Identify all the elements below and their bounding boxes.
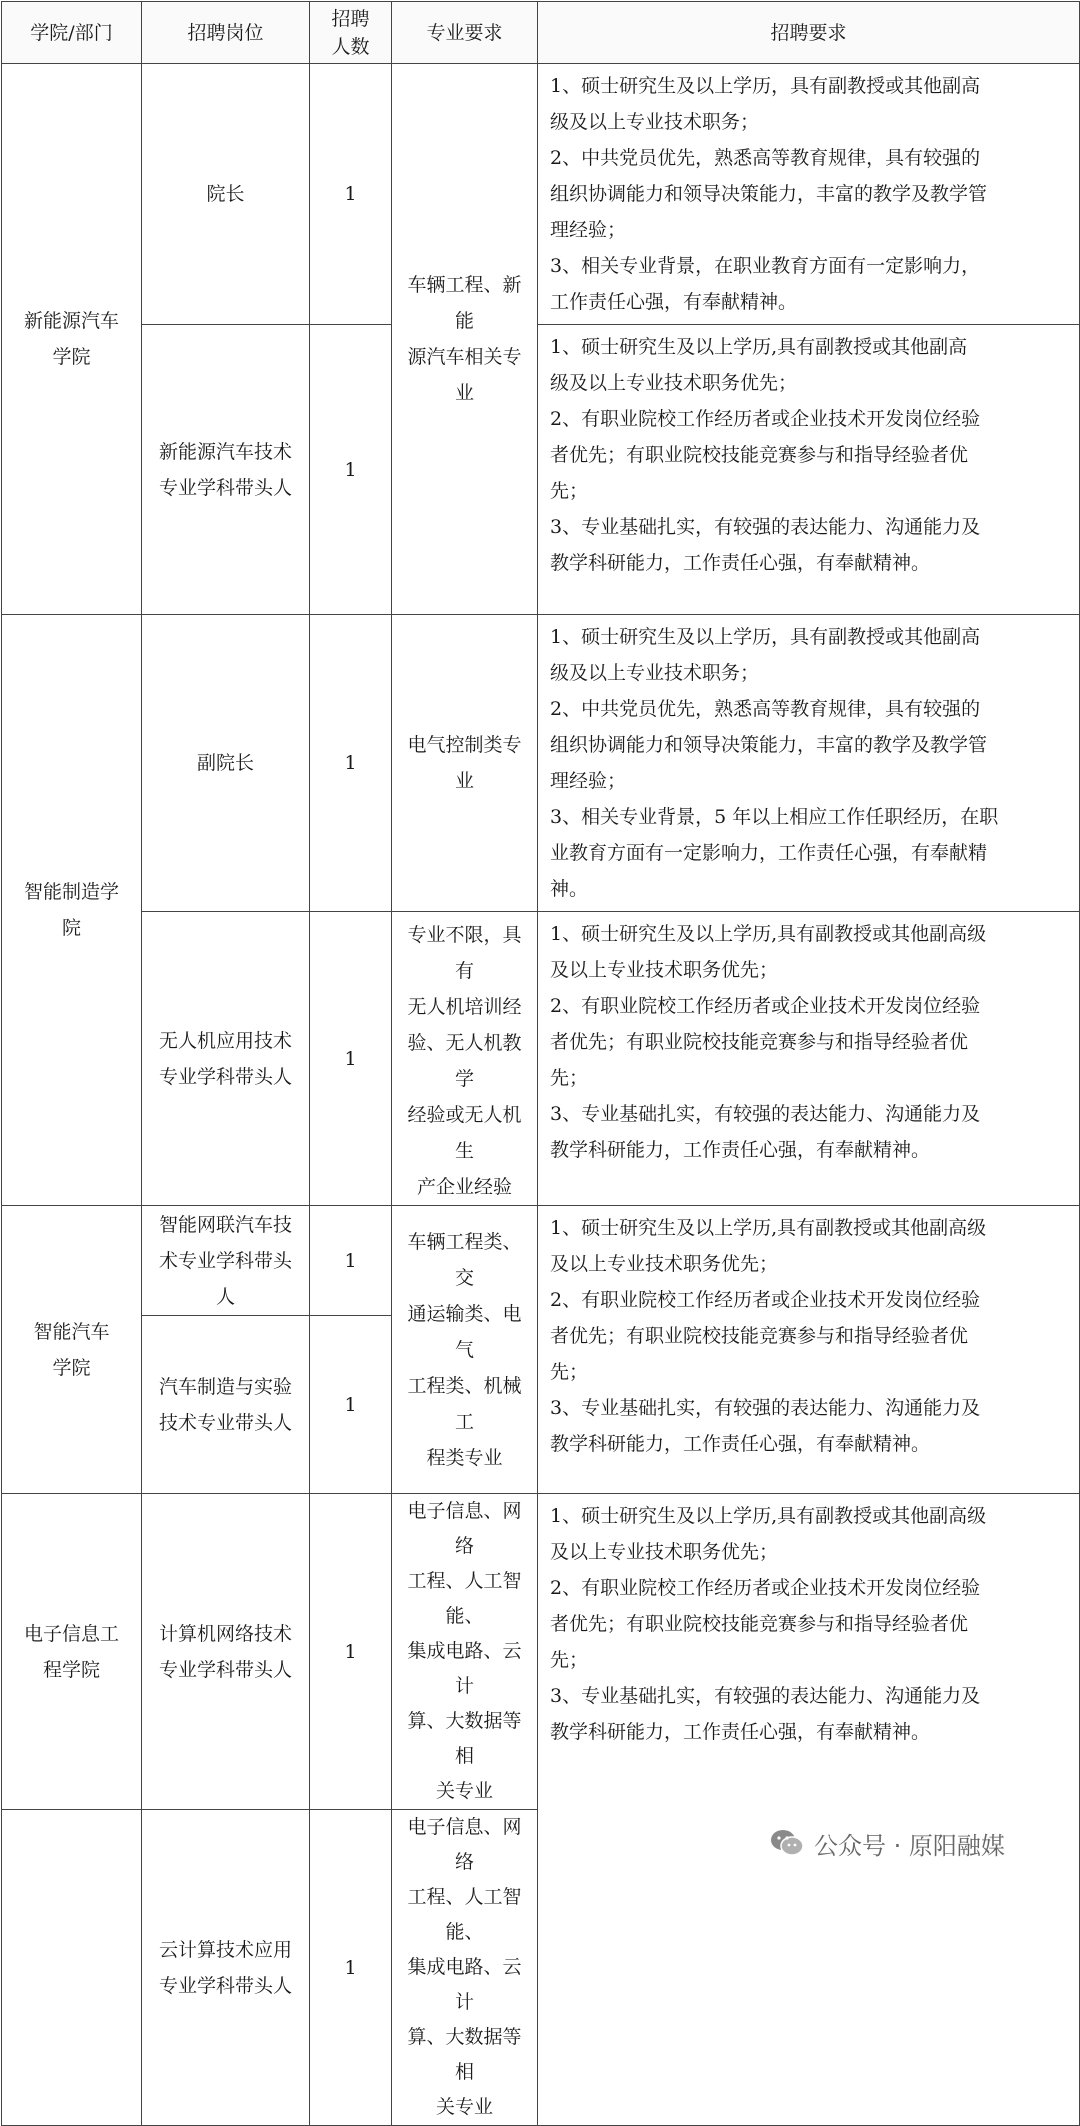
recruitment-table [1, 1, 1080, 2126]
position-cell [142, 64, 310, 325]
requirement-line: 3、专业基础扎实，有较强的表达能力、沟通能力及 [550, 1685, 981, 1707]
table-row [2, 615, 1080, 912]
requirements-cell [538, 615, 1080, 912]
major-line: 电子信息、网络 [407, 1500, 522, 1557]
dept-line: 新能源汽车 [23, 310, 119, 332]
table-row [2, 912, 1080, 1206]
position-line: 技术专业带头人 [158, 1411, 292, 1434]
count-cell: 1 [310, 1810, 392, 2126]
position-line: 人 [215, 1285, 235, 1308]
major-line: 关专业 [435, 1780, 493, 1802]
table-row [2, 1494, 1080, 1810]
watermark [770, 1826, 1005, 1860]
requirement-line: 3、相关专业背景，在职业教育方面有一定影响力， [550, 255, 981, 277]
position-line: 云计算技术应用 [158, 1938, 292, 1961]
major-line: 电子信息、网络 [407, 1816, 522, 1873]
major-line: 专业不限，具有 [407, 924, 522, 982]
requirement-line: 者优先；有职业院校技能竞赛参与和指导经验者优 [550, 1325, 969, 1347]
dept-line: 院 [61, 917, 81, 939]
major-line: 电气控制类专业 [407, 734, 522, 792]
position-line: 术专业学科带头 [158, 1249, 292, 1272]
position-line: 智能网联汽车技 [158, 1213, 292, 1236]
major-line: 产企业经验 [416, 1176, 512, 1198]
count-cell: 1 [310, 1206, 392, 1316]
requirement-line: 级及以上专业技术职务； [550, 111, 760, 133]
position-cell [142, 1810, 310, 2126]
header-position: 招聘岗位 [142, 2, 310, 64]
major-line: 工程、人工智能、 [407, 1570, 522, 1627]
requirement-line: 神。 [550, 878, 589, 900]
requirement-line: 2、中共党员优先，熟悉高等教育规律，具有较强的 [550, 698, 981, 720]
requirement-line: 教学科研能力，工作责任心强，有奉献精神。 [550, 1721, 931, 1743]
requirement-line: 2、有职业院校工作经历者或企业技术开发岗位经验 [550, 995, 981, 1017]
count-cell: 1 [310, 615, 392, 912]
major-line: 车辆工程、新能 [407, 274, 522, 332]
dept-line: 程学院 [42, 1658, 100, 1681]
wechat-icon [770, 1828, 804, 1858]
header-row [2, 2, 1080, 64]
requirement-line: 2、中共党员优先，熟悉高等教育规律，具有较强的 [550, 147, 981, 169]
major-line: 无人机培训经 [407, 996, 522, 1018]
count-cell: 1 [310, 1316, 392, 1494]
requirement-line: 教学科研能力，工作责任心强，有奉献精神。 [550, 1433, 931, 1455]
position-cell [142, 1494, 310, 1810]
position-cell [142, 1206, 310, 1316]
major-line: 算、大数据等相 [407, 1710, 522, 1767]
requirement-line: 2、有职业院校工作经历者或企业技术开发岗位经验 [550, 1577, 981, 1599]
table-row [2, 325, 1080, 615]
dept-line: 智能制造学 [23, 881, 119, 903]
position-line: 专业学科带头人 [158, 1658, 292, 1681]
requirement-line: 1、硕士研究生及以上学历,具有副教授或其他副高级 [550, 923, 987, 945]
major-line: 经验或无人机生 [407, 1104, 522, 1162]
requirement-line: 者优先；有职业院校技能竞赛参与和指导经验者优 [550, 1613, 969, 1635]
header-count-line: 人数 [331, 35, 370, 58]
header-major: 专业要求 [392, 2, 538, 64]
requirement-line: 教学科研能力，工作责任心强，有奉献精神。 [550, 1139, 931, 1161]
position-cell [142, 615, 310, 912]
major-cell [392, 64, 538, 615]
major-line: 车辆工程类、交 [407, 1230, 522, 1289]
requirement-line: 业教育方面有一定影响力，工作责任心强，有奉献精 [550, 842, 988, 864]
major-line: 工程类、机械工 [407, 1374, 522, 1433]
header-requirements: 招聘要求 [538, 2, 1080, 64]
position-line: 副院长 [196, 752, 254, 774]
major-line: 通运输类、电气 [407, 1302, 522, 1361]
requirement-line: 组织协调能力和领导决策能力，丰富的教学及教学管 [550, 183, 988, 205]
major-line: 验、无人机教学 [407, 1032, 522, 1090]
major-line: 算、大数据等相 [407, 2026, 522, 2083]
requirement-line: 及以上专业技术职务优先； [550, 1253, 779, 1275]
major-line: 关专业 [435, 2096, 493, 2118]
requirement-line: 先； [550, 480, 589, 502]
position-line: 专业学科带头人 [158, 1065, 292, 1088]
requirement-line: 3、专业基础扎实，有较强的表达能力、沟通能力及 [550, 516, 981, 538]
dept-cell [2, 615, 142, 1206]
count-cell: 1 [310, 325, 392, 615]
major-cell [392, 615, 538, 912]
header-dept: 学院/部门 [2, 2, 142, 64]
header-count [310, 2, 392, 64]
position-line: 计算机网络技术 [158, 1622, 292, 1645]
requirement-line: 1、硕士研究生及以上学历，具有副教授或其他副高 [550, 626, 981, 648]
requirement-line: 先； [550, 1361, 589, 1383]
requirement-line: 2、有职业院校工作经历者或企业技术开发岗位经验 [550, 1289, 981, 1311]
position-cell [142, 1316, 310, 1494]
requirement-line: 及以上专业技术职务优先； [550, 959, 779, 981]
dept-line: 学院 [52, 346, 91, 368]
requirement-line: 先； [550, 1649, 589, 1671]
count-cell: 1 [310, 64, 392, 325]
requirement-line: 1、硕士研究生及以上学历,具有副教授或其他副高级 [550, 1217, 987, 1239]
requirement-line: 3、专业基础扎实，有较强的表达能力、沟通能力及 [550, 1397, 981, 1419]
requirement-line: 级及以上专业技术职务优先； [550, 372, 798, 394]
dept-cell [2, 64, 142, 615]
major-cell [392, 1494, 538, 1810]
requirements-cell [538, 1494, 1080, 2126]
requirements-cell [538, 912, 1080, 1206]
requirement-line: 理经验； [550, 219, 627, 241]
position-line: 专业学科带头人 [158, 476, 292, 499]
major-line: 工程、人工智能、 [407, 1886, 522, 1943]
position-line: 无人机应用技术 [158, 1029, 292, 1052]
requirement-line: 3、相关专业背景，5 年以上相应工作任职经历，在职 [550, 806, 999, 828]
position-line: 专业学科带头人 [158, 1974, 292, 1997]
requirements-cell [538, 325, 1080, 615]
requirement-line: 者优先；有职业院校技能竞赛参与和指导经验者优 [550, 444, 969, 466]
requirement-line: 者优先；有职业院校技能竞赛参与和指导经验者优 [550, 1031, 969, 1053]
count-cell: 1 [310, 912, 392, 1206]
major-cell [392, 1206, 538, 1494]
requirement-line: 3、专业基础扎实，有较强的表达能力、沟通能力及 [550, 1103, 981, 1125]
requirement-line: 1、硕士研究生及以上学历,具有副教授或其他副高级 [550, 1505, 987, 1527]
dept-line: 学院 [52, 1356, 91, 1379]
header-count-line: 招聘 [331, 7, 370, 30]
dept-cell [2, 1494, 142, 1810]
position-line: 院长 [206, 183, 245, 205]
requirement-line: 1、硕士研究生及以上学历,具有副教授或其他副高 [550, 336, 968, 358]
major-cell [392, 1810, 538, 2126]
position-line: 新能源汽车技术 [158, 440, 292, 463]
requirement-line: 理经验； [550, 770, 627, 792]
requirement-line: 教学科研能力，工作责任心强，有奉献精神。 [550, 552, 931, 574]
requirement-line: 及以上专业技术职务优先； [550, 1541, 779, 1563]
major-line: 程类专业 [426, 1446, 503, 1469]
dept-line: 智能汽车 [33, 1320, 110, 1343]
position-cell [142, 912, 310, 1206]
requirements-cell [538, 1206, 1080, 1494]
requirement-line: 1、硕士研究生及以上学历，具有副教授或其他副高 [550, 75, 981, 97]
table-row [2, 1206, 1080, 1316]
major-line: 集成电路、云计 [407, 1640, 522, 1697]
watermark-text: 公众号 · 原阳融媒 [814, 1831, 1005, 1860]
requirement-line: 先； [550, 1067, 589, 1089]
position-line: 汽车制造与实验 [158, 1375, 292, 1398]
major-cell [392, 912, 538, 1206]
dept-cell [2, 1206, 142, 1494]
dept-line: 电子信息工 [23, 1622, 119, 1645]
major-line: 源汽车相关专业 [407, 346, 522, 404]
requirements-cell [538, 64, 1080, 325]
requirement-line: 级及以上专业技术职务； [550, 662, 760, 684]
table-row [2, 64, 1080, 325]
position-cell [142, 325, 310, 615]
requirement-line: 组织协调能力和领导决策能力，丰富的教学及教学管 [550, 734, 988, 756]
requirement-line: 工作责任心强，有奉献精神。 [550, 291, 798, 313]
dept-cell-empty [2, 1810, 142, 2126]
requirement-line: 2、有职业院校工作经历者或企业技术开发岗位经验 [550, 408, 981, 430]
major-line: 集成电路、云计 [407, 1956, 522, 2013]
count-cell: 1 [310, 1494, 392, 1810]
